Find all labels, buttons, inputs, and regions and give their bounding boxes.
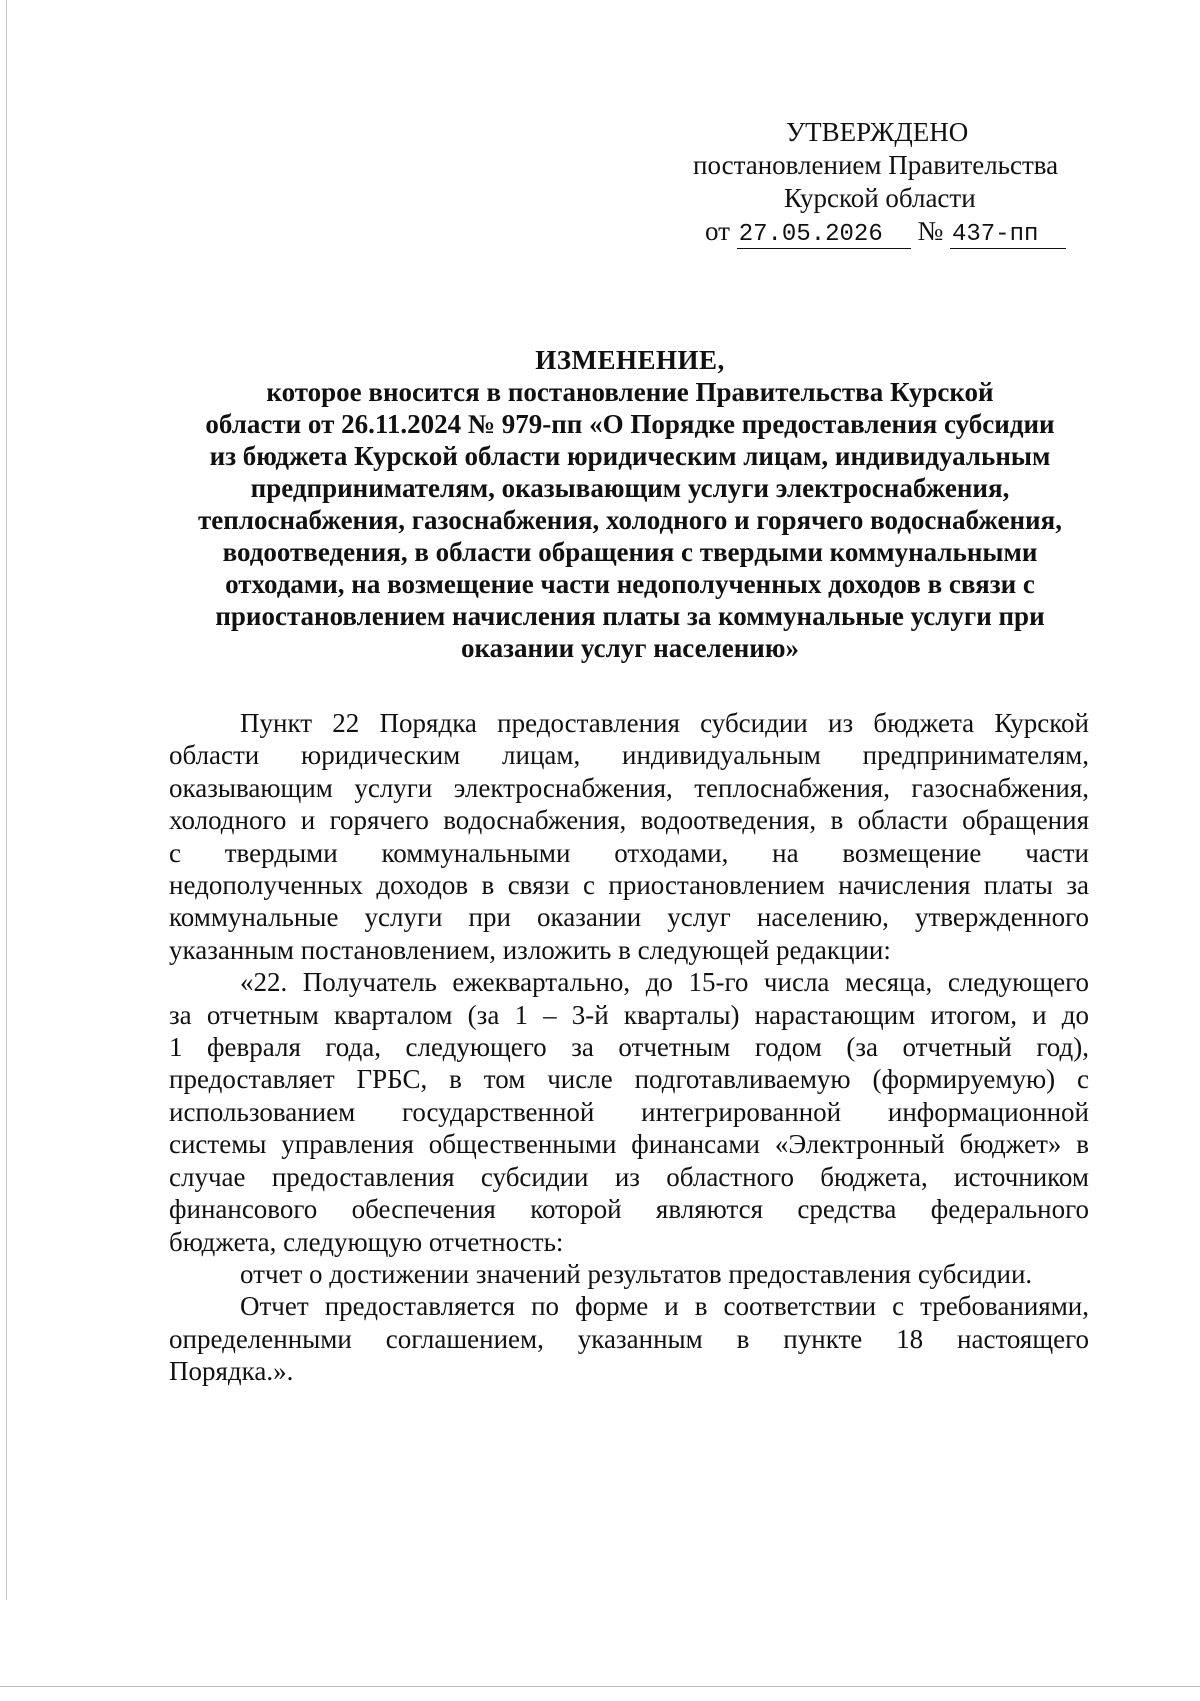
body-line: предоставляет ГРБС, в том числе подготавливаемую (формируемую) с (169, 1064, 1089, 1095)
approval-number: 437-пп (950, 222, 1066, 249)
document-heading: ИЗМЕНЕНИЕ, (535, 345, 725, 375)
paragraph-clause-22 (169, 966, 1089, 1258)
body-line: финансового обеспечения которой являются средства федерального (169, 1194, 1089, 1225)
body-line: области юридическим лицам, индивидуальным предпринимателям, (169, 740, 1089, 771)
approval-from-label: от (705, 216, 730, 246)
body-line: системы управления общественными финансами «Электронный бюджет» в (169, 1129, 1089, 1160)
approval-number-label: № (917, 216, 944, 246)
body-line: за отчетным кварталом (за 1 – 3-й кварталы) нарастающим итогом, и до (169, 999, 1089, 1030)
body-line: коммунальные услуги при оказании услуг населению, утвержденного (169, 902, 1089, 933)
approval-stamp-block (690, 116, 1090, 249)
title-line: предпринимателям, оказывающим услуги электроснабжения, (250, 473, 1010, 503)
body-line: холодного и горячего водоснабжения, водоотведения, в области обращения (169, 805, 1089, 836)
title-line: которое вносится в постановление Правительства Курской (266, 377, 994, 407)
body-line: Порядка.». (169, 1356, 294, 1387)
paragraph-report-form (169, 1290, 1089, 1387)
body-line: использованием государственной интегрированной информационной (169, 1096, 1089, 1127)
approval-date: 27.05.2026 (737, 222, 911, 249)
body-line: с твердыми коммунальными отходами, на возмещение части (169, 837, 1089, 868)
approval-heading: УТВЕРЖДЕНО (786, 117, 969, 147)
title-line: приостановлением начисления платы за коммунальные услуги при (215, 601, 1045, 631)
body-line: определенными соглашением, указанным в пункте 18 настоящего (169, 1323, 1089, 1354)
body-line: отчет о достижении значений результатов предоставления субсидии. (240, 1258, 1033, 1289)
paragraph-amendment-intro (169, 707, 1089, 966)
title-line: водоотведения, в области обращения с твердыми коммунальными (222, 537, 1038, 567)
document-body (169, 707, 1089, 1388)
title-line: отходами, на возмещение части недополученных доходов в связи с (225, 569, 1035, 599)
approval-region-line: Курской области (784, 183, 976, 213)
title-line: теплоснабжения, газоснабжения, холодного и горячего водоснабжения, (198, 505, 1062, 535)
body-line: недополученных доходов в связи с приостановлением начисления платы за (169, 870, 1089, 901)
body-line: бюджета, следующую отчетность: (169, 1226, 564, 1257)
body-line: «22. Получатель ежеквартально, до 15-го числа месяца, следующего (240, 967, 1089, 998)
body-line: оказывающим услуги электроснабжения, теплоснабжения, газоснабжения, (169, 772, 1089, 803)
scan-edge-bottom (0, 1686, 1200, 1687)
body-line: 1 февраля года, следующего за отчетным годом (за отчетный год), (169, 1032, 1089, 1063)
body-line: Отчет предоставляется по форме и в соответствии с требованиями, (240, 1291, 1089, 1322)
scan-edge-left (6, 0, 7, 1600)
title-line: области от 26.11.2024 № 979-пп «О Порядке предоставления субсидии (205, 409, 1055, 439)
body-line: Пункт 22 Порядка предоставления субсидии из бюджета Курской (240, 708, 1089, 738)
approval-date-number-line (705, 215, 1090, 249)
body-line: случае предоставления субсидии из областного бюджета, источником (169, 1161, 1089, 1192)
document-title-block (165, 344, 1095, 664)
title-line: оказании услуг населению» (461, 633, 799, 663)
title-line: из бюджета Курской области юридическим лицам, индивидуальным (209, 441, 1051, 471)
paragraph-report-item (169, 1258, 1089, 1290)
approval-issuer-line: постановлением Правительства (693, 150, 1059, 180)
body-line: указанным постановлением, изложить в следующей редакции: (169, 934, 891, 965)
